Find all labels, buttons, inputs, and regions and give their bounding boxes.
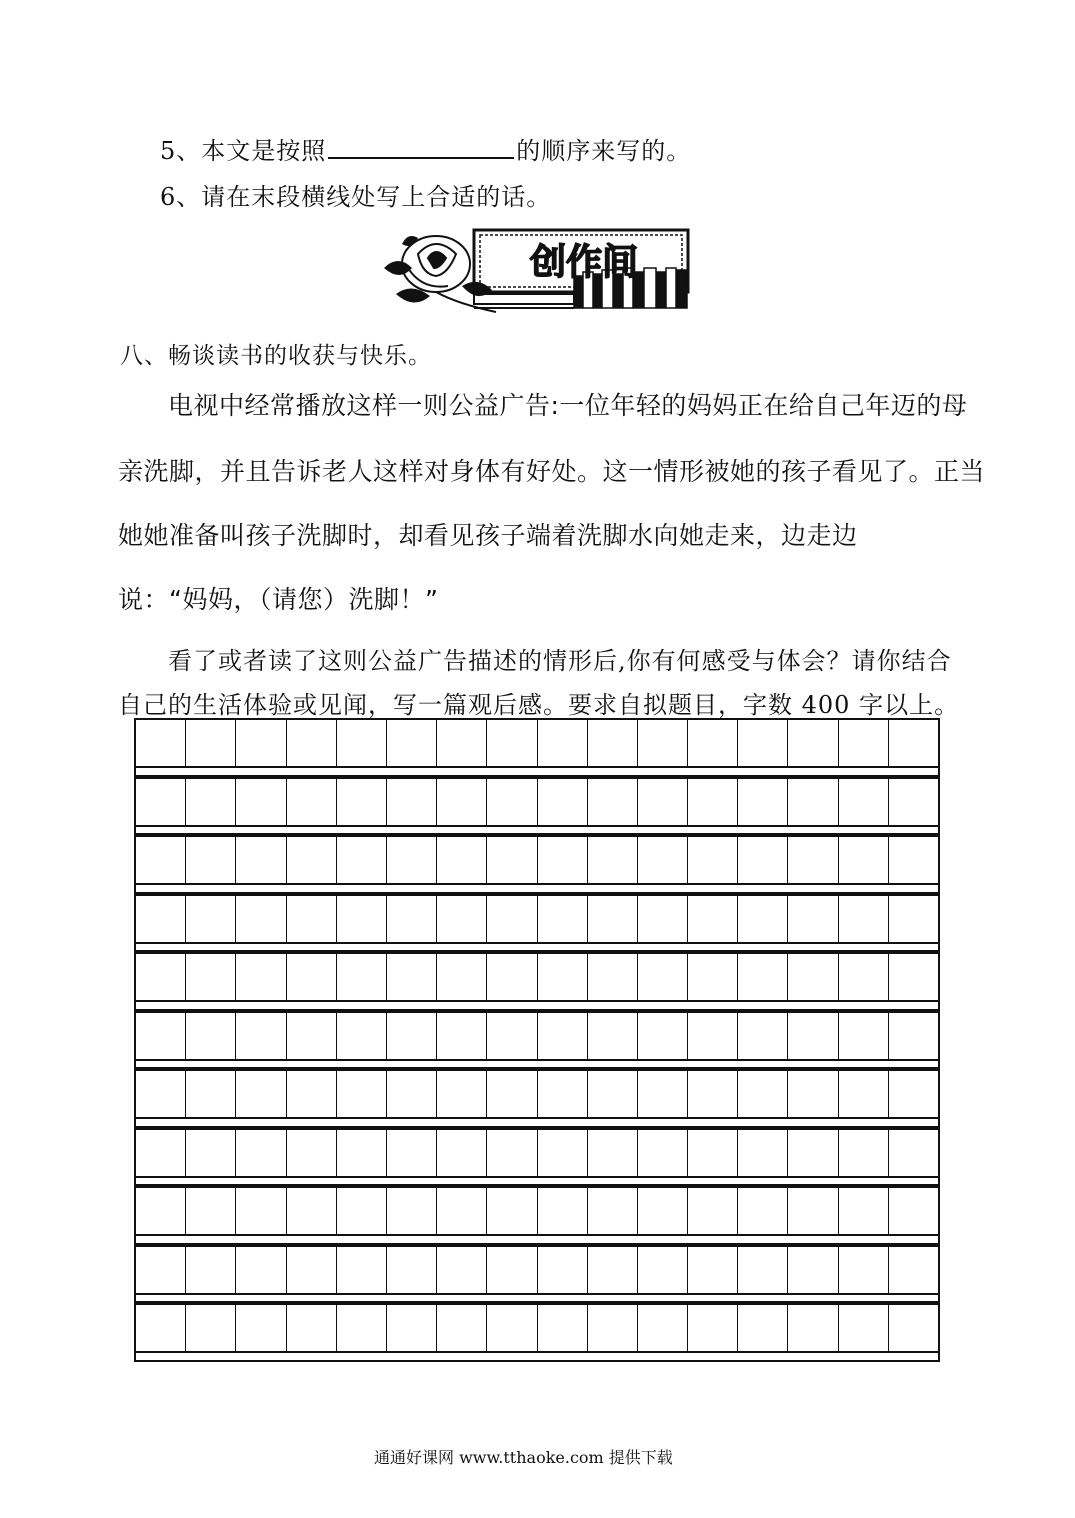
grid-cell[interactable]	[136, 1188, 186, 1234]
grid-cell[interactable]	[638, 1013, 688, 1059]
grid-cell[interactable]	[136, 1130, 186, 1176]
grid-cell[interactable]	[136, 954, 186, 1000]
grid-cell[interactable]	[688, 1305, 738, 1351]
grid-row-spacer	[134, 883, 940, 894]
grid-cell[interactable]	[688, 954, 738, 1000]
grid-cell[interactable]	[437, 1188, 487, 1234]
grid-cell[interactable]	[287, 1071, 337, 1117]
grid-cell[interactable]	[538, 779, 588, 825]
grid-cell[interactable]	[337, 1247, 387, 1293]
grid-cell[interactable]	[839, 1130, 889, 1176]
grid-cell[interactable]	[487, 720, 537, 766]
grid-cell[interactable]	[889, 896, 938, 942]
grid-cell[interactable]	[788, 1130, 838, 1176]
grid-cell[interactable]	[588, 896, 638, 942]
grid-cell[interactable]	[588, 1013, 638, 1059]
grid-cell[interactable]	[387, 1071, 437, 1117]
grid-cell[interactable]	[889, 837, 938, 883]
grid-cell[interactable]	[738, 1305, 788, 1351]
grid-cell[interactable]	[186, 779, 236, 825]
grid-cell[interactable]	[688, 837, 738, 883]
grid-cell[interactable]	[839, 1188, 889, 1234]
badge-title: 创作间	[529, 242, 639, 283]
paragraph-1-line-1: 电视中经常播放这样一则公益广告:一位年轻的妈妈正在给自己年迈的母	[168, 391, 968, 420]
grid-cell[interactable]	[538, 1247, 588, 1293]
grid-cell[interactable]	[437, 954, 487, 1000]
grid-cell[interactable]	[638, 1188, 688, 1234]
grid-cell[interactable]	[487, 1071, 537, 1117]
grid-cell[interactable]	[788, 1013, 838, 1059]
grid-cell[interactable]	[889, 1071, 938, 1117]
grid-row-spacer	[134, 825, 940, 836]
grid-cell[interactable]	[538, 837, 588, 883]
grid-cell[interactable]	[588, 1305, 638, 1351]
grid-row	[134, 1069, 940, 1128]
paragraph-2-line-1: 看了或者读了这则公益广告描述的情形后,你有何感受与体会？请你结合	[168, 647, 952, 675]
grid-cell[interactable]	[788, 720, 838, 766]
grid-cell[interactable]	[287, 720, 337, 766]
grid-cell[interactable]	[588, 1188, 638, 1234]
grid-row-spacer	[134, 1351, 940, 1362]
grid-cell[interactable]	[487, 837, 537, 883]
creation-badge	[378, 224, 700, 316]
grid-cell[interactable]	[688, 1071, 738, 1117]
grid-cell[interactable]	[387, 1130, 437, 1176]
grid-cell[interactable]	[186, 837, 236, 883]
grid-cell[interactable]	[588, 1071, 638, 1117]
grid-cell[interactable]	[236, 1071, 286, 1117]
grid-cell[interactable]	[236, 896, 286, 942]
grid-cell[interactable]	[688, 896, 738, 942]
grid-row	[134, 1245, 940, 1304]
grid-cell[interactable]	[437, 1247, 487, 1293]
grid-cell[interactable]	[788, 1188, 838, 1234]
grid-cell[interactable]	[337, 1305, 387, 1351]
grid-row-spacer	[134, 1176, 940, 1187]
grid-row-cells	[134, 1186, 940, 1236]
grid-cell[interactable]	[487, 1130, 537, 1176]
grid-cell[interactable]	[588, 779, 638, 825]
grid-cell[interactable]	[387, 1188, 437, 1234]
grid-cell[interactable]	[136, 1305, 186, 1351]
grid-cell[interactable]	[688, 1188, 738, 1234]
grid-row	[134, 1186, 940, 1245]
grid-cell[interactable]	[839, 896, 889, 942]
grid-row-spacer	[134, 1117, 940, 1128]
question-5	[160, 131, 691, 166]
grid-cell[interactable]	[638, 720, 688, 766]
grid-cell[interactable]	[638, 896, 688, 942]
grid-cell[interactable]	[588, 1247, 638, 1293]
grid-cell[interactable]	[889, 1130, 938, 1176]
grid-cell[interactable]	[638, 1305, 688, 1351]
grid-cell[interactable]	[538, 1188, 588, 1234]
grid-cell[interactable]	[437, 896, 487, 942]
grid-cell[interactable]	[738, 896, 788, 942]
grid-cell[interactable]	[588, 1130, 638, 1176]
footer-text: 通通好课网 www.tthaoke.com 提供下载	[374, 1448, 673, 1467]
grid-cell[interactable]	[538, 896, 588, 942]
grid-cell[interactable]	[287, 954, 337, 1000]
grid-cell[interactable]	[889, 954, 938, 1000]
grid-cell[interactable]	[236, 837, 286, 883]
grid-cell[interactable]	[487, 954, 537, 1000]
grid-cell[interactable]	[236, 779, 286, 825]
grid-cell[interactable]	[738, 779, 788, 825]
section-8-heading: 八、畅谈读书的收获与快乐。	[120, 343, 432, 369]
grid-cell[interactable]	[337, 779, 387, 825]
question-5-blank[interactable]	[328, 135, 514, 159]
grid-cell[interactable]	[437, 1071, 487, 1117]
grid-row	[134, 894, 940, 953]
grid-cell[interactable]	[186, 1130, 236, 1176]
grid-cell[interactable]	[788, 1305, 838, 1351]
grid-row-cells	[134, 1011, 940, 1061]
grid-cell[interactable]	[839, 1247, 889, 1293]
grid-cell[interactable]	[236, 1013, 286, 1059]
grid-row-cells	[134, 1303, 940, 1353]
grid-row	[134, 835, 940, 894]
grid-cell[interactable]	[387, 896, 437, 942]
grid-cell[interactable]	[487, 779, 537, 825]
grid-cell[interactable]	[688, 720, 738, 766]
grid-cell[interactable]	[387, 954, 437, 1000]
grid-cell[interactable]	[538, 1305, 588, 1351]
grid-cell[interactable]	[839, 720, 889, 766]
grid-cell[interactable]	[186, 1305, 236, 1351]
grid-cell[interactable]	[186, 1013, 236, 1059]
grid-cell[interactable]	[738, 720, 788, 766]
grid-row	[134, 1303, 940, 1362]
grid-cell[interactable]	[387, 1013, 437, 1059]
grid-cell[interactable]	[136, 1071, 186, 1117]
grid-cell[interactable]	[638, 779, 688, 825]
grid-cell[interactable]	[437, 1130, 487, 1176]
grid-cell[interactable]	[788, 896, 838, 942]
grid-cell[interactable]	[186, 896, 236, 942]
grid-row-spacer	[134, 1059, 940, 1070]
grid-cell[interactable]	[688, 1013, 738, 1059]
grid-cell[interactable]	[889, 779, 938, 825]
grid-row	[134, 1011, 940, 1070]
grid-cell[interactable]	[839, 837, 889, 883]
grid-cell[interactable]	[889, 1013, 938, 1059]
grid-cell[interactable]	[186, 1188, 236, 1234]
grid-cell[interactable]	[738, 1071, 788, 1117]
grid-row-cells	[134, 1069, 940, 1119]
grid-cell[interactable]	[337, 720, 387, 766]
grid-cell[interactable]	[186, 954, 236, 1000]
grid-cell[interactable]	[437, 779, 487, 825]
grid-row-spacer	[134, 766, 940, 777]
grid-cell[interactable]	[839, 1071, 889, 1117]
grid-cell[interactable]	[236, 1305, 286, 1351]
grid-cell[interactable]	[136, 1013, 186, 1059]
grid-cell[interactable]	[538, 1071, 588, 1117]
grid-cell[interactable]	[538, 954, 588, 1000]
grid-cell[interactable]	[287, 1013, 337, 1059]
grid-cell[interactable]	[588, 720, 638, 766]
grid-cell[interactable]	[287, 1247, 337, 1293]
grid-cell[interactable]	[839, 1305, 889, 1351]
grid-cell[interactable]	[889, 1188, 938, 1234]
question-5-prefix: 5、本文是按照	[160, 137, 327, 165]
grid-cell[interactable]	[186, 1071, 236, 1117]
grid-cell[interactable]	[487, 1305, 537, 1351]
grid-cell[interactable]	[236, 1247, 286, 1293]
grid-cell[interactable]	[337, 1013, 387, 1059]
grid-row	[134, 718, 940, 777]
grid-cell[interactable]	[136, 1247, 186, 1293]
grid-cell[interactable]	[839, 954, 889, 1000]
grid-row-cells	[134, 777, 940, 827]
grid-cell[interactable]	[437, 720, 487, 766]
writing-grid[interactable]	[134, 718, 940, 1362]
grid-cell[interactable]	[638, 1071, 688, 1117]
grid-row-spacer	[134, 1234, 940, 1245]
grid-cell[interactable]	[487, 1188, 537, 1234]
grid-cell[interactable]	[788, 1247, 838, 1293]
grid-cell[interactable]	[337, 896, 387, 942]
question-5-suffix: 的顺序来写的。	[516, 137, 692, 165]
grid-cell[interactable]	[738, 1247, 788, 1293]
grid-cell[interactable]	[437, 1305, 487, 1351]
grid-cell[interactable]	[337, 954, 387, 1000]
grid-cell[interactable]	[136, 720, 186, 766]
rose-books-illustration	[378, 224, 700, 316]
grid-cell[interactable]	[186, 1247, 236, 1293]
grid-cell[interactable]	[738, 1130, 788, 1176]
grid-cell[interactable]	[538, 1013, 588, 1059]
grid-cell[interactable]	[738, 837, 788, 883]
grid-cell[interactable]	[688, 1130, 738, 1176]
question-6: 6、请在末段横线处写上合适的话。	[160, 183, 552, 211]
grid-row-spacer	[134, 1293, 940, 1304]
grid-row-cells	[134, 894, 940, 944]
grid-cell[interactable]	[287, 1130, 337, 1176]
grid-cell[interactable]	[236, 954, 286, 1000]
grid-cell[interactable]	[638, 954, 688, 1000]
grid-cell[interactable]	[236, 1130, 286, 1176]
grid-cell[interactable]	[738, 1013, 788, 1059]
grid-cell[interactable]	[738, 954, 788, 1000]
grid-cell[interactable]	[337, 1071, 387, 1117]
grid-row-cells	[134, 952, 940, 1002]
grid-cell[interactable]	[287, 896, 337, 942]
grid-row-cells	[134, 835, 940, 885]
grid-cell[interactable]	[788, 954, 838, 1000]
grid-cell[interactable]	[136, 837, 186, 883]
grid-cell[interactable]	[688, 779, 738, 825]
grid-cell[interactable]	[287, 779, 337, 825]
paragraph-1-line-3: 她她准备叫孩子洗脚时，却看见孩子端着洗脚水向她走来，边走边	[118, 521, 858, 550]
grid-cell[interactable]	[588, 954, 638, 1000]
grid-row-cells	[134, 1245, 940, 1295]
grid-cell[interactable]	[788, 779, 838, 825]
paragraph-1-line-4: 说：“妈妈，（请您）洗脚！”	[118, 585, 439, 614]
grid-cell[interactable]	[638, 1130, 688, 1176]
grid-row	[134, 1128, 940, 1187]
grid-cell[interactable]	[337, 1130, 387, 1176]
grid-cell[interactable]	[387, 1305, 437, 1351]
grid-row-cells	[134, 1128, 940, 1178]
grid-cell[interactable]	[638, 1247, 688, 1293]
grid-row-spacer	[134, 942, 940, 953]
grid-cell[interactable]	[287, 1188, 337, 1234]
grid-cell[interactable]	[337, 1188, 387, 1234]
grid-cell[interactable]	[136, 779, 186, 825]
grid-cell[interactable]	[437, 837, 487, 883]
grid-cell[interactable]	[287, 1305, 337, 1351]
grid-cell[interactable]	[387, 837, 437, 883]
paragraph-2-line-2: 自己的生活体验或见闻，写一篇观后感。要求自拟题目，字数 400 字以上。	[118, 691, 960, 719]
grid-cell[interactable]	[287, 837, 337, 883]
grid-cell[interactable]	[387, 779, 437, 825]
grid-cell[interactable]	[538, 720, 588, 766]
grid-cell[interactable]	[487, 1247, 537, 1293]
grid-row-spacer	[134, 1000, 940, 1011]
grid-cell[interactable]	[337, 837, 387, 883]
grid-row-cells	[134, 718, 940, 768]
grid-cell[interactable]	[236, 720, 286, 766]
grid-cell[interactable]	[688, 1247, 738, 1293]
grid-cell[interactable]	[186, 720, 236, 766]
grid-cell[interactable]	[387, 720, 437, 766]
grid-cell[interactable]	[487, 896, 537, 942]
grid-cell[interactable]	[889, 1305, 938, 1351]
grid-cell[interactable]	[588, 837, 638, 883]
grid-cell[interactable]	[788, 1071, 838, 1117]
grid-cell[interactable]	[387, 1247, 437, 1293]
grid-cell[interactable]	[437, 1013, 487, 1059]
grid-cell[interactable]	[738, 1188, 788, 1234]
grid-cell[interactable]	[487, 1013, 537, 1059]
paragraph-1-line-2: 亲洗脚，并且告诉老人这样对身体有好处。这一情形被她的孩子看见了。正当	[118, 457, 986, 486]
grid-cell[interactable]	[889, 1247, 938, 1293]
grid-cell[interactable]	[788, 837, 838, 883]
grid-cell[interactable]	[889, 720, 938, 766]
grid-cell[interactable]	[236, 1188, 286, 1234]
grid-row	[134, 952, 940, 1011]
grid-cell[interactable]	[538, 1130, 588, 1176]
grid-row	[134, 777, 940, 836]
grid-cell[interactable]	[638, 837, 688, 883]
grid-cell[interactable]	[839, 779, 889, 825]
grid-cell[interactable]	[839, 1013, 889, 1059]
grid-cell[interactable]	[136, 896, 186, 942]
